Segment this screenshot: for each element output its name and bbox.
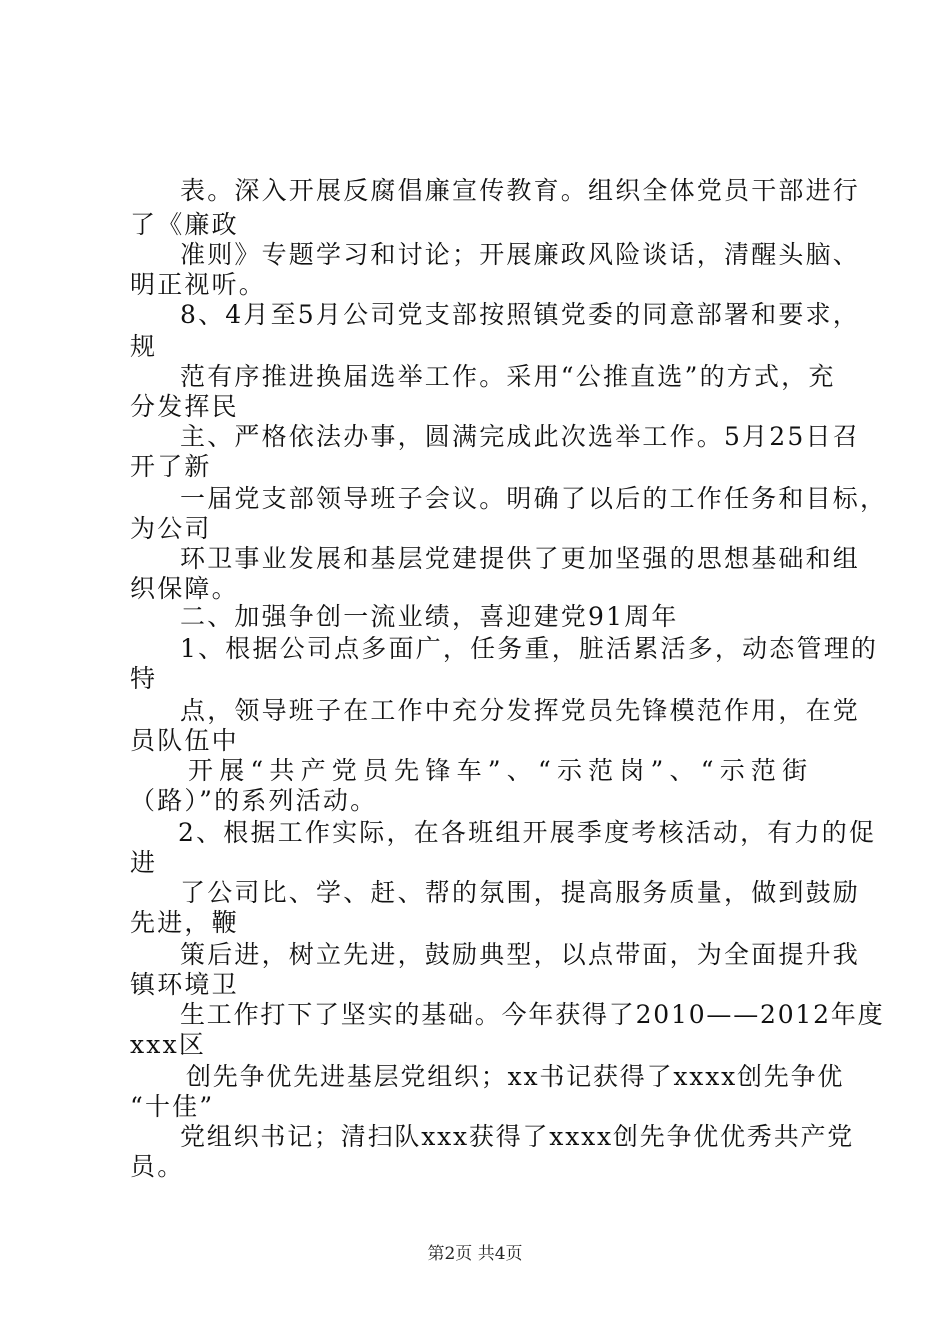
- text-line: 分发挥民: [130, 392, 239, 421]
- text-line: 8、4月至5月公司党支部按照镇党委的同意部署和要求，: [180, 300, 860, 329]
- text-line: 先进，鞭: [130, 908, 239, 937]
- text-line: 了公司比、学、赶、帮的氛围，提高服务质量，做到鼓励: [180, 878, 861, 907]
- text-line: 员。: [130, 1152, 185, 1181]
- text-line: 1、根据公司点多面广，任务重，脏活累活多，动态管理的: [180, 634, 879, 663]
- text-line: 开了新: [130, 452, 212, 481]
- text-line: 准则》专题学习和讨论；开展廉政风险谈话，清醒头脑、: [180, 240, 861, 269]
- page-footer: 第2页 共4页: [427, 1244, 523, 1264]
- text-line: 表。深入开展反腐倡廉宣传教育。组织全体党员干部进行: [180, 176, 861, 205]
- text-line: 开展“共产党员先锋车”、“示范岗”、“示范街: [188, 756, 814, 785]
- text-line: 规: [130, 332, 158, 361]
- text-line: “十佳”: [130, 1092, 215, 1121]
- text-line: 党组织书记；清扫队xxx获得了xxxx创先争优优秀共产党: [180, 1122, 855, 1151]
- text-line: 进: [130, 848, 158, 877]
- text-line: （路）”的系列活动。: [130, 786, 378, 815]
- text-line: 环卫事业发展和基层党建提供了更加坚强的思想基础和组: [180, 544, 861, 573]
- text-line: 特: [130, 664, 158, 693]
- text-line: 创先争优先进基层党组织；xx书记获得了xxxx创先争优: [186, 1062, 845, 1091]
- section-heading: 二、加强争创一流业绩，喜迎建党91周年: [180, 602, 679, 631]
- text-line: 镇环境卫: [130, 970, 239, 999]
- text-line: 策后进，树立先进，鼓励典型，以点带面，为全面提升我: [180, 940, 861, 969]
- text-line: 为公司: [130, 514, 212, 543]
- text-line: 员队伍中: [130, 726, 239, 755]
- text-line: 生工作打下了坚实的基础。今年获得了2010——2012年度: [180, 1000, 885, 1029]
- text-line: 2、根据工作实际，在各班组开展季度考核活动，有力的促: [178, 818, 877, 847]
- text-line: xxx区: [130, 1030, 207, 1059]
- text-line: 点，领导班子在工作中充分发挥党员先锋模范作用，在党: [180, 696, 861, 725]
- text-line: 主、严格依法办事，圆满完成此次选举工作。5月25日召: [180, 422, 860, 451]
- text-line: 范有序推进换届选举工作。采用“公推直选”的方式，充: [180, 362, 836, 391]
- text-line: 织保障。: [130, 574, 239, 603]
- text-line: 了《廉政: [130, 210, 239, 239]
- text-line: 一届党支部领导班子会议。明确了以后的工作任务和目标，: [180, 484, 888, 513]
- text-line: 明正视听。: [130, 270, 267, 299]
